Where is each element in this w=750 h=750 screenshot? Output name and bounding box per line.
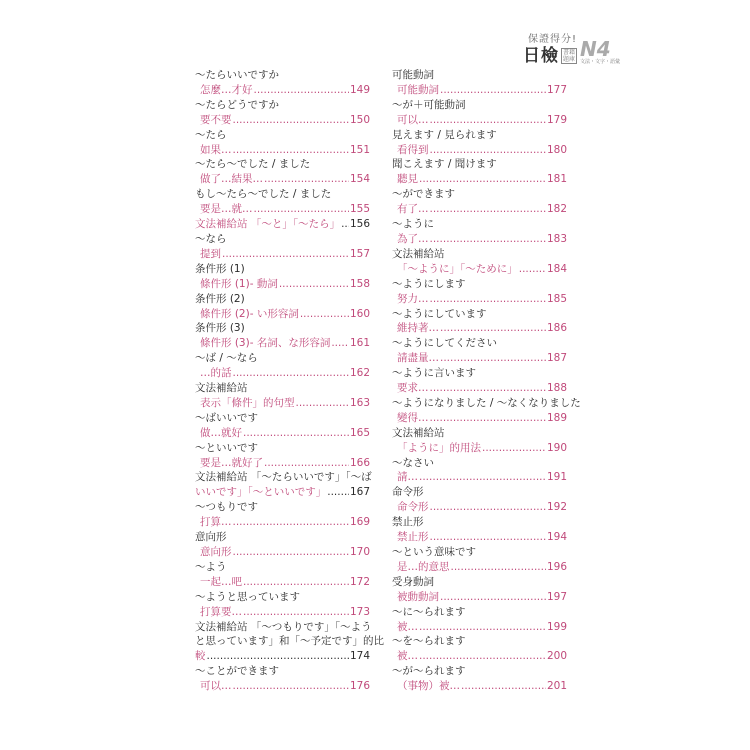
toc-entry-label: 為了… (397, 232, 429, 245)
toc-entry-label: 努力… (397, 292, 429, 305)
toc-entry-label: 被… (397, 620, 418, 633)
toc-entry (392, 649, 567, 664)
toc-entry (195, 83, 370, 98)
toc-leader-dots (430, 530, 546, 545)
logo-badge-top: 書籍 (562, 49, 575, 56)
toc-page-number: 184 (546, 262, 567, 275)
toc-entry-label: 條件形 (3)- 名詞、な形容詞 (200, 337, 331, 350)
toc-entry (392, 232, 567, 247)
toc-entry-label: 做…就好 (200, 426, 242, 439)
toc-entry-label: 條件形 (2)- い形容詞 (200, 307, 299, 320)
toc-entry-label: 可能動詞 (397, 83, 439, 96)
toc-entry (195, 307, 370, 322)
toc-entry (195, 217, 370, 232)
toc-entry-label: 較 (195, 650, 206, 663)
toc-entry-label: 做了…結果… (200, 173, 263, 186)
toc-entry-label: 禁止形 (397, 531, 429, 544)
toc-heading: 可能動詞 (392, 69, 434, 81)
toc-heading: 文法補給站 (392, 247, 445, 260)
toc-leader-dots (243, 605, 349, 620)
toc-entry-label: 聽見 (397, 173, 418, 186)
toc-entry (392, 172, 567, 187)
toc-heading: 意向形 (195, 531, 227, 544)
toc-entry (392, 321, 567, 336)
toc-entry (392, 679, 567, 694)
toc-leader-dots (430, 292, 546, 307)
toc-page-number: 156 (349, 218, 370, 231)
toc-entry-label: 如果… (200, 143, 232, 156)
toc-heading: 〜なら (195, 232, 227, 245)
toc-page-number: 186 (546, 322, 567, 335)
toc-entry-label: 表示「條件」的句型 (200, 396, 295, 409)
toc-leader-dots (430, 411, 546, 426)
toc-page-number: 160 (349, 307, 370, 320)
toc-entry (195, 575, 370, 590)
toc-heading: 〜たらいいですか (195, 69, 279, 81)
logo-text-group (523, 34, 577, 66)
toc-heading: 条件形 (1) (195, 262, 245, 275)
toc-entry (392, 530, 567, 545)
logo-row (523, 46, 577, 66)
toc-heading: 〜ことができます (195, 665, 279, 678)
toc-page-number: 172 (349, 575, 370, 588)
toc-leader-dots (233, 113, 349, 128)
logo-slogan: 保證得分! (527, 34, 577, 45)
toc-leader-dots (300, 307, 349, 322)
toc-heading: 〜ば / 〜なら (195, 352, 258, 365)
toc-heading: と思っています」和「〜予定です」的比 (195, 635, 384, 648)
toc-entry-label: 被動動詞 (397, 590, 439, 603)
toc-entry-label: 「〜ように」「〜ために」 (397, 262, 518, 275)
toc-leader-dots (264, 456, 349, 471)
toc-leader-dots (419, 172, 546, 187)
toc-heading: 文法補給站 (195, 382, 248, 395)
toc-entry-label: 要求… (397, 382, 429, 395)
toc-heading: 〜ようにしてください (392, 337, 497, 350)
toc-entry-label: 可以… (397, 113, 429, 126)
toc-entry (392, 143, 567, 158)
toc-page-number: 181 (546, 173, 567, 186)
toc-heading: 〜ができます (392, 188, 455, 201)
toc-leader-dots (222, 247, 349, 262)
toc-page-number: 190 (546, 441, 567, 454)
toc-entry-label: 一起…吧 (200, 575, 242, 588)
toc-leader-dots (331, 336, 349, 351)
toc-page-number: 191 (546, 471, 567, 484)
toc-leader-dots (430, 143, 546, 158)
toc-page-number: 200 (546, 650, 567, 663)
toc-heading: 文法補給站 「〜つもりです」「〜よう (195, 620, 372, 633)
toc-entry (195, 172, 370, 187)
toc-entry-label: いいです」「〜といいです」 (195, 486, 327, 499)
toc-page-number: 194 (546, 531, 567, 544)
toc-entry (195, 366, 370, 381)
logo-subtitle: 文法・文字・語彙 (579, 59, 620, 65)
toc-entry (195, 143, 370, 158)
toc-entry-label: 要是…就好了 (200, 456, 263, 469)
toc-heading: 禁止形 (392, 516, 424, 529)
toc-page-number: 182 (546, 203, 567, 216)
toc-page-number: 170 (349, 546, 370, 558)
toc-entry-label: 請盡量… (397, 352, 439, 365)
toc-entry (195, 605, 370, 620)
toc-heading: 〜が〜られます (392, 665, 466, 678)
toc-column-right (392, 68, 581, 694)
toc-entry (195, 649, 370, 664)
toc-heading: 〜ように言います (392, 367, 476, 380)
toc-entry-label: 可以… (200, 680, 232, 693)
toc-entry-label: 意向形 (200, 546, 232, 558)
toc-entry-label: 被… (397, 650, 418, 663)
toc-entry (195, 113, 370, 128)
toc-entry-label: 要不要 (200, 113, 232, 126)
toc-entry (195, 545, 370, 560)
toc-page-number: 150 (349, 113, 370, 126)
logo-badge-bottom: 題庫 (562, 56, 575, 63)
toc-leader-dots (419, 470, 546, 485)
toc-entry (195, 336, 370, 351)
toc-leader-dots (482, 441, 546, 456)
toc-page-number: 157 (349, 247, 370, 260)
toc-entry-label: 打算… (200, 516, 232, 529)
toc-heading: 〜が＋可能動詞 (392, 98, 466, 111)
toc-entry (195, 396, 370, 411)
toc-entry (195, 277, 370, 292)
toc-heading: 受身動詞 (392, 575, 434, 588)
logo-level: N4 (579, 37, 611, 61)
toc-entry (392, 590, 567, 605)
toc-leader-dots (254, 202, 349, 217)
toc-page-number: 158 (349, 277, 370, 290)
toc-entry (392, 202, 567, 217)
toc-heading: 〜よう (195, 560, 227, 573)
toc-entry (392, 292, 567, 307)
toc-heading: 〜ばいいです (195, 411, 258, 424)
toc-leader-dots (430, 232, 546, 247)
toc-leader-dots (440, 83, 546, 98)
toc-page-number: 179 (546, 113, 567, 126)
toc-column-left (195, 68, 384, 694)
toc-heading: 条件形 (3) (195, 322, 245, 335)
toc-entry-label: 提到 (200, 247, 221, 260)
toc-page-number: 163 (349, 396, 370, 409)
logo-level-group (580, 39, 620, 66)
toc-heading: 〜ようにしています (392, 307, 487, 320)
toc-leader-dots (461, 679, 546, 694)
toc-entry (392, 560, 567, 575)
toc-page-number: 201 (546, 680, 567, 693)
toc-page-number: 177 (546, 83, 567, 96)
toc-entry (392, 113, 567, 128)
book-logo (523, 34, 620, 66)
toc-entry-label: 要是…就… (200, 203, 253, 216)
toc-leader-dots (419, 649, 546, 664)
toc-heading: 条件形 (2) (195, 292, 245, 305)
logo-badge (561, 48, 577, 64)
toc-leader-dots (519, 262, 546, 277)
toc-page-number: 149 (349, 83, 370, 96)
toc-heading: 〜に〜られます (392, 605, 466, 618)
toc-page-number: 162 (349, 367, 370, 380)
toc-entry (195, 679, 370, 694)
toc-leader-dots (233, 366, 349, 381)
toc-page-number: 161 (349, 337, 370, 350)
toc-leader-dots (430, 113, 546, 128)
toc-leader-dots (430, 202, 546, 217)
toc-entry-label: 看得到 (397, 143, 429, 156)
toc-leader-dots (243, 426, 349, 441)
toc-heading: もし〜たら〜でした / ました (195, 188, 332, 201)
toc-heading: 〜ようになりました / 〜なくなりました (392, 396, 581, 409)
toc-entry (392, 500, 567, 515)
toc-heading: 命令形 (392, 486, 424, 499)
toc-heading: 〜ようと思っています (195, 590, 300, 603)
toc-page-number: 192 (546, 501, 567, 514)
toc-entry (195, 515, 370, 530)
toc-page-number: 165 (349, 426, 370, 439)
toc-leader-dots (440, 590, 546, 605)
toc-leader-dots (233, 545, 349, 560)
toc-heading: 〜たら〜でした / ました (195, 158, 311, 171)
toc-leader-dots (264, 172, 349, 187)
toc-entry-label: 命令形 (397, 501, 429, 514)
toc-leader-dots (233, 143, 349, 158)
toc-entry-label: 條件形 (1)- 動詞 (200, 277, 278, 290)
toc-entry-label: 是…的意思 (397, 560, 450, 573)
toc-heading: 〜たら (195, 128, 227, 141)
toc-entry-label: 請… (397, 471, 418, 484)
toc-page-number: 189 (546, 411, 567, 424)
toc-leader-dots (419, 620, 546, 635)
toc-heading: 〜たらどうですか (195, 98, 279, 111)
toc-page-number: 196 (546, 560, 567, 573)
toc-leader-dots (207, 649, 349, 664)
toc-heading: 〜ようにします (392, 277, 466, 290)
toc-page-number: 174 (349, 650, 370, 663)
toc-heading: 〜つもりです (195, 501, 258, 514)
toc-leader-dots (327, 485, 349, 500)
toc-entry (392, 381, 567, 396)
toc-page-number: 154 (349, 173, 370, 186)
toc-page-number: 166 (349, 456, 370, 469)
toc-entry (195, 456, 370, 471)
toc-heading: 〜といいです (195, 441, 258, 454)
toc-leader-dots (341, 217, 349, 232)
toc-entry-label: 怎麼…才好 (200, 83, 253, 96)
toc-page-number: 173 (349, 605, 370, 618)
toc-entry-label: 「ように」的用法 (397, 441, 481, 454)
toc-entry (392, 441, 567, 456)
toc-page-number: 167 (349, 486, 370, 499)
toc-entry (392, 470, 567, 485)
toc-page-number: 188 (546, 382, 567, 395)
toc-heading: 〜を〜られます (392, 635, 466, 648)
toc-entry-label: 文法補給站 「〜と」「〜たら」 (195, 218, 341, 231)
toc-page-number: 169 (349, 516, 370, 529)
toc-entry (392, 411, 567, 426)
toc-entry (392, 351, 567, 366)
toc-heading: 文法補給站 「〜たらいいです」「〜ば (195, 471, 372, 484)
toc-page-number: 176 (349, 680, 370, 693)
toc-heading: 〜なさい (392, 456, 434, 469)
toc-leader-dots (254, 83, 349, 98)
toc-leader-dots (296, 396, 349, 411)
toc-page-number: 187 (546, 352, 567, 365)
toc-entry (195, 485, 370, 500)
toc-entry-label: 維持著… (397, 322, 439, 335)
toc-heading: 聞こえます / 聞けます (392, 158, 497, 171)
toc-page-number: 185 (546, 292, 567, 305)
toc-leader-dots (243, 575, 349, 590)
toc-entry (195, 426, 370, 441)
toc-page-number: 199 (546, 620, 567, 633)
toc-page-number: 197 (546, 590, 567, 603)
toc-leader-dots (440, 321, 546, 336)
toc-leader-dots (430, 381, 546, 396)
toc-leader-dots (279, 277, 349, 292)
toc-entry-label: 有了… (397, 203, 429, 216)
toc-leader-dots (451, 560, 546, 575)
toc-page-number: 180 (546, 143, 567, 156)
toc-entry (195, 202, 370, 217)
toc-entry-label: …的話 (200, 367, 232, 380)
toc-page-number: 183 (546, 232, 567, 245)
toc-leader-dots (233, 515, 349, 530)
toc-entry-label: （事物）被… (397, 680, 460, 693)
toc-heading: 〜ように (392, 218, 434, 231)
toc-heading: 文法補給站 (392, 426, 445, 439)
toc-leader-dots (233, 679, 349, 694)
toc-leader-dots (430, 500, 546, 515)
toc-entry (392, 262, 567, 277)
toc-page-number: 151 (349, 143, 370, 156)
toc-entry (195, 247, 370, 262)
toc-entry-label: 變得… (397, 411, 429, 424)
toc-entry (392, 83, 567, 98)
toc-entry-label: 打算要… (200, 605, 242, 618)
toc-page-number: 155 (349, 203, 370, 216)
toc-leader-dots (440, 351, 546, 366)
logo-title: 日檢 (522, 46, 559, 66)
toc-entry (392, 620, 567, 635)
toc-heading: 〜という意味です (392, 546, 476, 558)
toc-heading: 見えます / 見られます (392, 128, 497, 141)
